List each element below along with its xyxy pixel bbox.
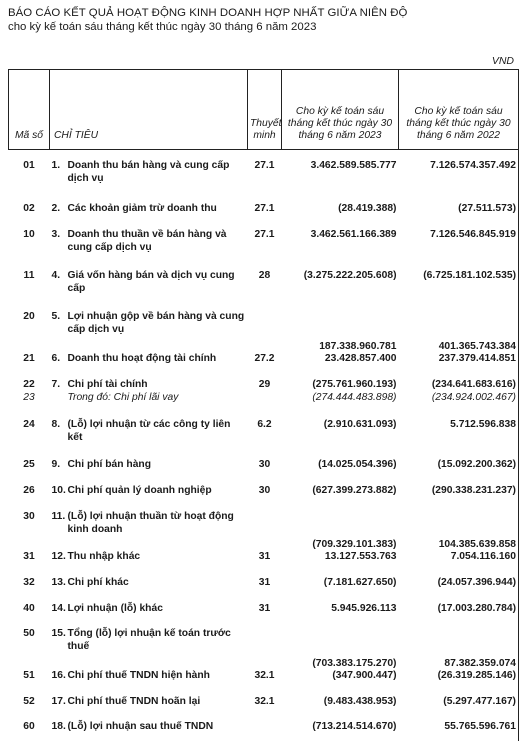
value-2023: (2.910.631.093): [284, 419, 397, 432]
value-2023: (709.329.101.383): [284, 539, 397, 552]
table-row: [9, 229, 519, 270]
column-header-note: Thuyết minh: [248, 70, 282, 150]
value-2023: (347.900.447): [284, 670, 397, 683]
sub-row-label: Trong đó: Chi phí lãi vay: [52, 392, 246, 405]
row-label: Lợi nhuận gộp về bán hàng và cung cấp dịch vụ: [68, 311, 246, 336]
row-note: 31: [248, 603, 282, 628]
value-2023: 23.428.857.400: [284, 353, 397, 366]
report-subtitle: cho kỳ kế toán sáu tháng kết thúc ngày 30 tháng 6 năm 2023: [8, 20, 518, 34]
report-header: [8, 6, 518, 34]
row-number: 4.: [52, 270, 68, 295]
row-code: 01: [23, 160, 34, 171]
row-code: 40: [23, 603, 34, 614]
table-row: [9, 419, 519, 459]
table-row: [9, 311, 519, 353]
value-2022: 104.385.639.858: [401, 539, 517, 552]
table-row: [9, 628, 519, 670]
value-2023: 13.127.553.763: [284, 551, 397, 564]
row-number: 18.: [52, 721, 68, 734]
row-note: 28: [248, 270, 282, 311]
row-label: Tổng (lỗ) lợi nhuận kế toán trước thuế: [68, 628, 246, 653]
row-label: Chi phí thuế TNDN hoãn lại: [68, 696, 246, 709]
row-number: 6.: [52, 353, 68, 366]
table-row: [9, 577, 519, 603]
table-header-row: [9, 70, 519, 150]
table-body: [9, 150, 519, 741]
row-label: Các khoản giảm trừ doanh thu: [68, 203, 246, 216]
sub-value-2023: (274.444.483.898): [284, 392, 397, 405]
value-2023: (7.181.627.650): [284, 577, 397, 590]
row-label: Chi phí quản lý doanh nghiệp: [68, 485, 246, 498]
value-2023: (275.761.960.193): [284, 379, 397, 392]
table-row: [9, 551, 519, 577]
row-note: [248, 628, 282, 670]
row-code: 60: [23, 721, 34, 732]
row-number: 11.: [52, 511, 68, 536]
value-2023: 3.462.589.585.777: [284, 160, 397, 173]
row-code: 21: [23, 353, 34, 364]
row-label: (Lỗ) lợi nhuận thuần từ hoạt động kinh doanh: [68, 511, 246, 536]
table-row: [9, 721, 519, 741]
row-number: 7.: [52, 379, 68, 392]
value-2023: 3.462.561.166.389: [284, 229, 397, 242]
value-2022: 7.126.574.357.492: [401, 160, 517, 173]
value-2022: 7.126.546.845.919: [401, 229, 517, 242]
value-2023: (9.483.438.953): [284, 696, 397, 709]
value-2022: (17.003.280.784): [401, 603, 517, 616]
row-note: 29: [248, 379, 282, 419]
row-code: 52: [23, 696, 34, 707]
table-row: [9, 603, 519, 628]
currency-unit: VND: [492, 55, 514, 67]
row-label: Chi phí tài chính: [68, 379, 246, 392]
row-note: 6.2: [248, 419, 282, 459]
table-row: [9, 485, 519, 511]
value-2022: (6.725.181.102.535): [401, 270, 517, 283]
row-code: 26: [23, 485, 34, 496]
value-2022: (27.511.573): [401, 203, 517, 216]
value-2023: 187.338.960.781: [284, 341, 397, 354]
row-note: 30: [248, 485, 282, 511]
row-number: 9.: [52, 459, 68, 472]
table-row: [9, 670, 519, 696]
row-note: 32.1: [248, 696, 282, 721]
table-row: [9, 203, 519, 229]
row-note: 30: [248, 459, 282, 485]
value-2023: (14.025.054.396): [284, 459, 397, 472]
value-2022: 5.712.596.838: [401, 419, 517, 432]
row-label: Giá vốn hàng bán và dịch vụ cung cấp: [68, 270, 246, 295]
table-row: [9, 353, 519, 379]
row-code: 31: [23, 551, 34, 562]
table-row: [9, 379, 519, 419]
row-note: 31: [248, 551, 282, 577]
row-code: 50: [23, 628, 34, 639]
row-code: 02: [23, 203, 34, 214]
row-number: 12.: [52, 551, 68, 564]
row-note: 32.1: [248, 670, 282, 696]
sub-row-code: 23: [11, 392, 48, 405]
value-2023: (713.214.514.670): [284, 721, 397, 734]
row-note: [248, 311, 282, 353]
table-row: [9, 511, 519, 551]
row-number: 10.: [52, 485, 68, 498]
row-code: 22: [23, 379, 34, 390]
row-code: 10: [23, 229, 34, 240]
row-number: 15.: [52, 628, 68, 653]
row-note: 27.2: [248, 353, 282, 379]
row-number: 13.: [52, 577, 68, 590]
value-2022: (290.338.231.237): [401, 485, 517, 498]
row-label: Doanh thu hoạt động tài chính: [68, 353, 246, 366]
row-number: 8.: [52, 419, 68, 444]
column-header-code: Mã số: [9, 70, 50, 150]
row-code: 25: [23, 459, 34, 470]
value-2022: (26.319.285.146): [401, 670, 517, 683]
row-note: [248, 511, 282, 551]
row-label: Lợi nhuận (lỗ) khác: [68, 603, 246, 616]
row-number: 1.: [52, 160, 68, 185]
row-label: (Lỗ) lợi nhuận sau thuế TNDN: [68, 721, 246, 734]
value-2022: 401.365.743.384: [401, 341, 517, 354]
row-code: 32: [23, 577, 34, 588]
row-label: Doanh thu bán hàng và cung cấp dịch vụ: [68, 160, 246, 185]
value-2023: (703.383.175.270): [284, 658, 397, 671]
row-label: Chi phí khác: [68, 577, 246, 590]
value-2022: (15.092.200.362): [401, 459, 517, 472]
value-2022: (24.057.396.944): [401, 577, 517, 590]
value-2022: 55.765.596.761: [401, 721, 517, 734]
value-2022: 237.379.414.851: [401, 353, 517, 366]
row-number: 16.: [52, 670, 68, 683]
row-code: 11: [24, 270, 35, 281]
column-header-2022: Cho kỳ kế toán sáu tháng kết thúc ngày 30 tháng 6 năm 2022: [399, 70, 519, 150]
income-statement-table: [8, 69, 519, 741]
value-2023: (627.399.273.882): [284, 485, 397, 498]
table-row: [9, 696, 519, 721]
row-code: 20: [23, 311, 34, 322]
row-number: 5.: [52, 311, 68, 336]
row-note: 31: [248, 577, 282, 603]
row-code: 24: [23, 419, 34, 430]
row-note: 27.1: [248, 203, 282, 229]
row-label: Thu nhập khác: [68, 551, 246, 564]
row-number: 14.: [52, 603, 68, 616]
value-2022: 7.054.116.160: [401, 551, 517, 564]
table-row: [9, 459, 519, 485]
value-2022: 87.382.359.074: [401, 658, 517, 671]
row-number: 3.: [52, 229, 68, 254]
value-2023: (3.275.222.205.608): [284, 270, 397, 283]
row-code: 51: [23, 670, 34, 681]
row-label: Chi phí bán hàng: [68, 459, 246, 472]
value-2023: 5.945.926.113: [284, 603, 397, 616]
row-code: 30: [23, 511, 34, 522]
row-label: Doanh thu thuần về bán hàng và cung cấp dịch vụ: [68, 229, 246, 254]
row-note: [248, 721, 282, 741]
column-header-2023: Cho kỳ kế toán sáu tháng kết thúc ngày 30 tháng 6 năm 2023: [282, 70, 399, 150]
sub-value-2022: (234.924.002.467): [401, 392, 517, 405]
row-number: 17.: [52, 696, 68, 709]
table-row: [9, 270, 519, 311]
report-title: BÁO CÁO KẾT QUẢ HOẠT ĐỘNG KINH DOANH HỢP NHẤT GIỮA NIÊN ĐỘ: [8, 6, 518, 20]
value-2023: (28.419.388): [284, 203, 397, 216]
value-2022: (234.641.683.616): [401, 379, 517, 392]
row-label: Chi phí thuế TNDN hiện hành: [68, 670, 246, 683]
row-note: 27.1: [248, 229, 282, 270]
row-number: 2.: [52, 203, 68, 216]
table-row: [9, 160, 519, 203]
column-header-item: CHỈ TIÊU: [50, 70, 248, 150]
row-label: (Lỗ) lợi nhuận từ các công ty liên kết: [68, 419, 246, 444]
value-2022: (5.297.477.167): [401, 696, 517, 709]
row-note: 27.1: [248, 160, 282, 203]
